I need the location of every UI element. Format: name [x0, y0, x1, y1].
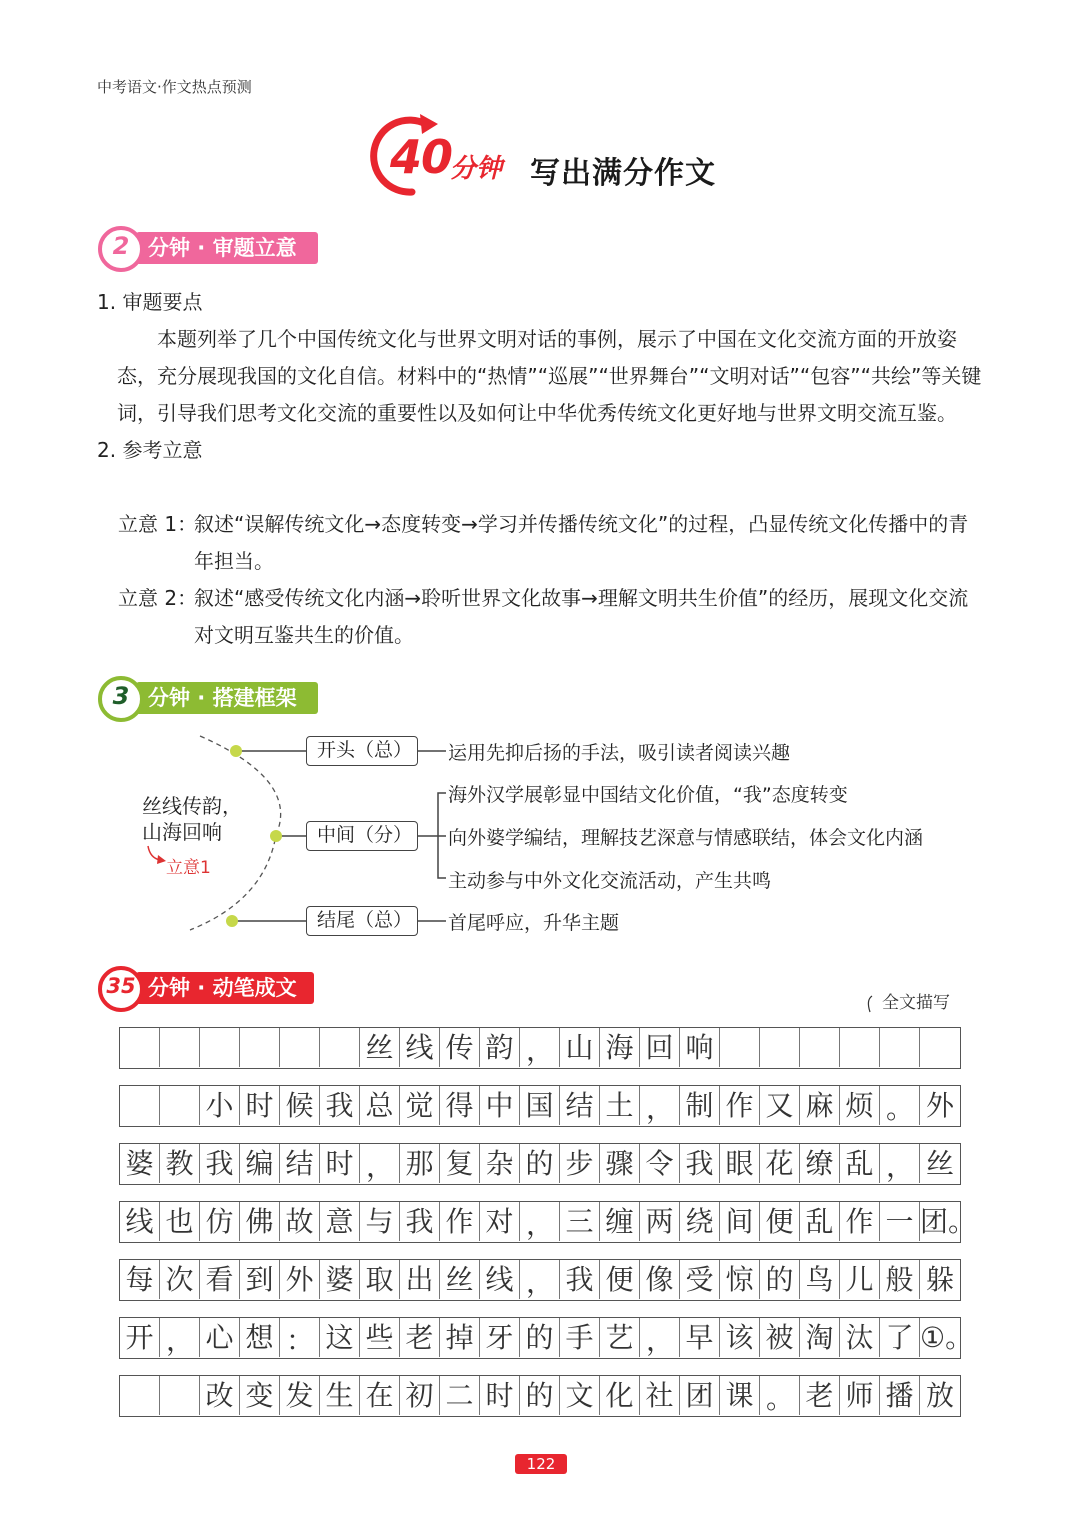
essay-cell: 师 — [840, 1376, 880, 1415]
essay-cell: 。 — [760, 1376, 800, 1415]
essay-cell — [840, 1028, 880, 1067]
essay-cell: 老 — [800, 1376, 840, 1415]
essay-cell: 丝 — [360, 1028, 400, 1067]
title-unit: 分钟 — [450, 154, 503, 184]
essay-cell: 时 — [320, 1144, 360, 1183]
essay-row — [119, 1259, 961, 1301]
essay-cell: 手 — [560, 1318, 600, 1357]
essay-cell: 淘 — [800, 1318, 840, 1357]
essay-cell: 佛 — [240, 1202, 280, 1241]
essay-cell: 变 — [240, 1376, 280, 1415]
essay-cell: 被 — [760, 1318, 800, 1357]
essay-cell: 文 — [560, 1376, 600, 1415]
essay-cell: 团。 — [920, 1205, 977, 1238]
section-badge-writing — [92, 962, 322, 1010]
essay-cell: 那 — [400, 1144, 440, 1183]
end-box: 结尾（总） — [306, 906, 418, 936]
essay-cell: 国 — [520, 1086, 560, 1125]
essay-cell: ， — [640, 1318, 680, 1357]
essay-cell: 看 — [200, 1260, 240, 1299]
middle-box: 中间（分） — [306, 821, 418, 851]
essay-cell: 间 — [720, 1202, 760, 1241]
essay-cell: 在 — [360, 1376, 400, 1415]
essay-cell: 心 — [200, 1318, 240, 1357]
essay-cell — [280, 1028, 320, 1067]
essay-row — [119, 1143, 961, 1185]
essay-cell — [120, 1376, 160, 1415]
heading-key-points: 1. 审题要点 — [97, 290, 203, 314]
essay-cell: 也 — [160, 1202, 200, 1241]
section-minutes: 3 — [112, 682, 130, 710]
essay-cell: 艺 — [600, 1318, 640, 1357]
essay-cell — [160, 1028, 200, 1067]
essay-cell — [720, 1028, 760, 1067]
essay-cell: 鸟 — [800, 1260, 840, 1299]
essay-cell: 便 — [760, 1202, 800, 1241]
essay-cell: ， — [520, 1260, 560, 1299]
essay-cell: 乱 — [840, 1144, 880, 1183]
theme-line-1: 丝线传韵， — [142, 794, 242, 818]
essay-cell: 三 — [560, 1202, 600, 1241]
start-box: 开头（总） — [306, 736, 418, 766]
essay-cell: 这 — [320, 1318, 360, 1357]
idea-2-label: 立意 2： — [118, 586, 198, 610]
essay-cell: ， — [160, 1318, 200, 1357]
essay-cell: 些 — [360, 1318, 400, 1357]
essay-cell: 改 — [200, 1376, 240, 1415]
essay-cell: 掉 — [440, 1318, 480, 1357]
essay-cell: 眼 — [720, 1144, 760, 1183]
essay-row — [119, 1085, 961, 1127]
essay-cell: 乱 — [800, 1202, 840, 1241]
essay-cell: 我 — [560, 1260, 600, 1299]
essay-cell: 仿 — [200, 1202, 240, 1241]
essay-cell: 次 — [160, 1260, 200, 1299]
idea-1-text: 叙述“误解传统文化→态度转变→学习并传播传统文化”的过程，凸显传统文化传播中的青年担当。 — [194, 512, 969, 573]
essay-cell: ， — [640, 1086, 680, 1125]
essay-cell: 麻 — [800, 1086, 840, 1125]
essay-cell: 每 — [120, 1260, 160, 1299]
essay-cell: 海 — [600, 1028, 640, 1067]
annotation-note: 全文描写 — [882, 993, 950, 1013]
essay-cell: 线 — [400, 1028, 440, 1067]
essay-cell: 惊 — [720, 1260, 760, 1299]
essay-row — [119, 1201, 977, 1243]
essay-cell: 觉 — [400, 1086, 440, 1125]
essay-cell: 初 — [400, 1376, 440, 1415]
essay-cell: 结 — [280, 1144, 320, 1183]
essay-cell: 总 — [360, 1086, 400, 1125]
title-minutes: 40 — [390, 130, 453, 184]
essay-cell: 花 — [760, 1144, 800, 1183]
middle-item-3: 主动参与中外文化交流活动，产生共鸣 — [448, 870, 772, 892]
middle-item-2: 向外婆学编结，理解技艺深意与情感联结，体会文化内涵 — [448, 827, 924, 849]
idea-2-text: 叙述“感受传统文化内涵→聆听世界文化故事→理解文明共生价值”的经历，展现文化交流对文明互鉴共生的价值。 — [194, 586, 969, 647]
essay-cell: 教 — [160, 1144, 200, 1183]
essay-cell: 两 — [640, 1202, 680, 1241]
running-header: 中考语文·作文热点预测 — [97, 78, 252, 96]
essay-cell: 了 — [880, 1318, 920, 1357]
essay-cell: 作 — [720, 1086, 760, 1125]
section-minutes: 35 — [106, 974, 136, 998]
start-text: 运用先抑后扬的手法，吸引读者阅读兴趣 — [448, 742, 791, 764]
section-label: 分钟 · 审题立意 — [136, 232, 318, 264]
essay-cell: 令 — [640, 1144, 680, 1183]
essay-cell: 中 — [480, 1086, 520, 1125]
essay-cell: 编 — [240, 1144, 280, 1183]
idea-1-label: 立意 1： — [118, 512, 198, 536]
theme-line-2: 山海回响 — [142, 820, 222, 844]
essay-cell: 的 — [520, 1376, 560, 1415]
essay-cell: 便 — [600, 1260, 640, 1299]
essay-cell — [920, 1028, 960, 1067]
essay-row — [119, 1027, 961, 1069]
essay-cell: 课 — [720, 1376, 760, 1415]
essay-cell: ①。 — [920, 1321, 974, 1354]
essay-cell: 山 — [560, 1028, 600, 1067]
essay-cell: 对 — [480, 1202, 520, 1241]
essay-cell: 线 — [480, 1260, 520, 1299]
essay-cell: 意 — [320, 1202, 360, 1241]
essay-cell — [160, 1086, 200, 1125]
essay-cell: 团 — [680, 1376, 720, 1415]
essay-cell: 回 — [640, 1028, 680, 1067]
essay-cell: 外 — [280, 1260, 320, 1299]
essay-cell — [800, 1028, 840, 1067]
essay-cell: 候 — [280, 1086, 320, 1125]
essay-cell: 丝 — [925, 1147, 954, 1180]
section-label: 分钟 · 动笔成文 — [136, 972, 314, 1004]
essay-cell: 杂 — [480, 1144, 520, 1183]
essay-cell: 我 — [680, 1144, 720, 1183]
essay-cell: 作 — [440, 1202, 480, 1241]
essay-cell: 婆 — [320, 1260, 360, 1299]
essay-cell: 复 — [440, 1144, 480, 1183]
essay-cell: 结 — [560, 1086, 600, 1125]
end-text: 首尾呼应，升华主题 — [448, 912, 620, 934]
title-text: 写出满分作文 — [530, 156, 716, 191]
essay-cell: 发 — [280, 1376, 320, 1415]
essay-cell: 线 — [120, 1202, 160, 1241]
essay-theme — [142, 793, 242, 845]
essay-cell: ， — [880, 1144, 920, 1183]
essay-cell: 缠 — [600, 1202, 640, 1241]
essay-cell: 播 — [880, 1376, 920, 1415]
essay-cell: 二 — [440, 1376, 480, 1415]
essay-cell: 牙 — [480, 1318, 520, 1357]
essay-cell: 躲 — [925, 1263, 954, 1296]
essay-cell: 故 — [280, 1202, 320, 1241]
essay-cell: 想 — [240, 1318, 280, 1357]
essay-cell: 我 — [400, 1202, 440, 1241]
essay-cell: 得 — [440, 1086, 480, 1125]
essay-cell: 我 — [200, 1144, 240, 1183]
essay-cell: 。 — [880, 1086, 920, 1125]
essay-cell: 老 — [400, 1318, 440, 1357]
essay-cell: 与 — [360, 1202, 400, 1241]
essay-cell: 般 — [880, 1260, 920, 1299]
essay-cell: 像 — [640, 1260, 680, 1299]
essay-cell: 制 — [680, 1086, 720, 1125]
essay-cell: 绕 — [680, 1202, 720, 1241]
essay-cell — [760, 1028, 800, 1067]
essay-cell: 小 — [200, 1086, 240, 1125]
theme-reference: 立意1 — [166, 858, 211, 878]
essay-cell: 放 — [925, 1379, 954, 1412]
page-number: 122 — [515, 1454, 567, 1474]
essay-cell: 出 — [400, 1260, 440, 1299]
essay-cell: 社 — [640, 1376, 680, 1415]
essay-cell: 生 — [320, 1376, 360, 1415]
essay-cell: 的 — [760, 1260, 800, 1299]
essay-cell: ： — [280, 1318, 320, 1357]
essay-cell: 受 — [680, 1260, 720, 1299]
essay-cell: 的 — [520, 1144, 560, 1183]
key-points-paragraph: 本题列举了几个中国传统文化与世界文明对话的事例，展示了中国在文化交流方面的开放姿态，充分展现我国的文化自信。材料中的“热情”“巡展”“世界舞台”“文明对话”“包容”“共绘”等关键词，引导我们思考文化交流的重要性以及如何让中华优秀传统文化更好地与世界文明交流互鉴。 — [117, 327, 982, 425]
essay-cell — [320, 1028, 360, 1067]
essay-cell — [200, 1028, 240, 1067]
essay-cell: 缭 — [800, 1144, 840, 1183]
essay-cell: 外 — [925, 1089, 954, 1122]
essay-cell: 丝 — [440, 1260, 480, 1299]
essay-cell: 我 — [320, 1086, 360, 1125]
essay-cell: 时 — [240, 1086, 280, 1125]
essay-cell: 作 — [840, 1202, 880, 1241]
section-label: 分钟 · 搭建框架 — [136, 682, 318, 714]
essay-cell: 的 — [520, 1318, 560, 1357]
essay-cell: 骤 — [600, 1144, 640, 1183]
essay-cell: 烦 — [840, 1086, 880, 1125]
essay-cell: 韵 — [480, 1028, 520, 1067]
essay-cell — [120, 1028, 160, 1067]
essay-cell: 取 — [360, 1260, 400, 1299]
essay-cell: 时 — [480, 1376, 520, 1415]
essay-cell: 土 — [600, 1086, 640, 1125]
essay-row — [119, 1317, 974, 1359]
essay-cell — [240, 1028, 280, 1067]
middle-item-1: 海外汉学展彰显中国结文化价值，“我”态度转变 — [448, 784, 848, 806]
essay-cell: 响 — [680, 1028, 720, 1067]
essay-cell: ， — [520, 1028, 560, 1067]
essay-cell: 儿 — [840, 1260, 880, 1299]
essay-cell: 婆 — [120, 1144, 160, 1183]
essay-cell: 一 — [880, 1202, 920, 1241]
essay-cell: 步 — [560, 1144, 600, 1183]
essay-cell: ， — [520, 1202, 560, 1241]
essay-row — [119, 1375, 961, 1417]
essay-cell: 又 — [760, 1086, 800, 1125]
essay-cell: 开 — [120, 1318, 160, 1357]
essay-cell: 到 — [240, 1260, 280, 1299]
essay-cell: 化 — [600, 1376, 640, 1415]
essay-cell: ， — [360, 1144, 400, 1183]
essay-cell — [160, 1376, 200, 1415]
essay-cell: 该 — [720, 1318, 760, 1357]
heading-reference-ideas: 2. 参考立意 — [97, 438, 203, 462]
section-minutes: 2 — [112, 232, 130, 260]
essay-cell — [880, 1028, 920, 1067]
essay-cell: 传 — [440, 1028, 480, 1067]
essay-cell — [120, 1086, 160, 1125]
essay-cell: 早 — [680, 1318, 720, 1357]
essay-cell: 汰 — [840, 1318, 880, 1357]
